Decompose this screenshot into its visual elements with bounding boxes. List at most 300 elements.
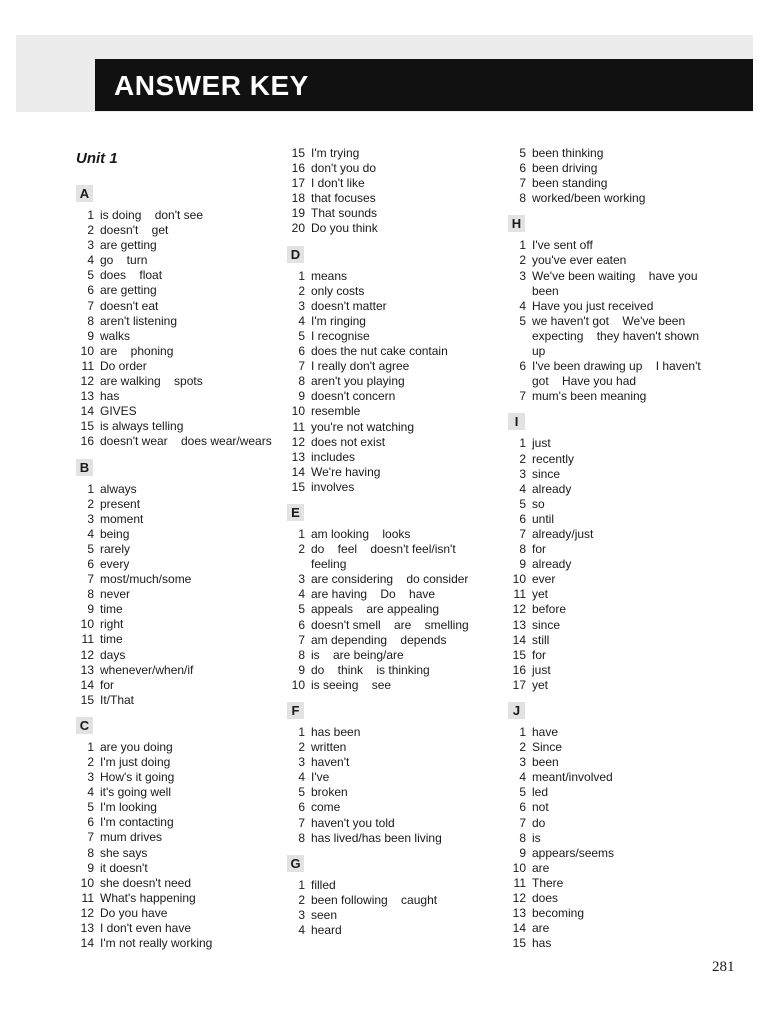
answer-number: 4: [519, 298, 526, 313]
section-label: J: [508, 702, 525, 719]
answer-text: already: [532, 557, 572, 572]
answer-text: is always telling: [100, 419, 184, 434]
answer-item: [287, 161, 497, 176]
answer-number: 2: [519, 740, 526, 755]
answer-item: [76, 542, 276, 557]
answer-item: [287, 527, 497, 542]
answer-item: [76, 632, 276, 647]
answer-item: [287, 480, 497, 495]
answer-number: 2: [298, 892, 305, 907]
exercise-section: [508, 406, 708, 693]
answer-number: 3: [519, 755, 526, 770]
answer-text: been thinking: [532, 146, 604, 160]
answer-item: [508, 269, 708, 299]
answer-item: [76, 253, 276, 268]
answer-text: does: [532, 891, 559, 906]
answer-number: 10: [80, 343, 94, 358]
answer-item: [287, 420, 497, 435]
answer-number: 7: [298, 815, 305, 830]
answer-item: [287, 893, 497, 908]
answer-text: I've sent off: [532, 238, 593, 253]
answer-number: 13: [80, 389, 94, 404]
answer-text: already: [532, 481, 572, 496]
answer-item: [76, 936, 276, 951]
answer-number: 7: [87, 298, 94, 313]
answer-text: do feel doesn't feel/isn't feeling: [311, 542, 456, 572]
answer-item: [76, 906, 276, 921]
answer-number: 1: [87, 481, 94, 496]
answer-number: 18: [291, 191, 305, 206]
answer-item: [508, 161, 708, 176]
answer-text: worked/been working: [532, 191, 646, 206]
answer-item: [76, 389, 276, 404]
answer-number: 1: [519, 725, 526, 739]
answer-number: 12: [80, 374, 94, 389]
answer-item: [76, 344, 276, 359]
answer-item: [287, 359, 497, 374]
answer-number: 6: [519, 359, 526, 374]
answer-item: [76, 512, 276, 527]
answer-number: 9: [519, 557, 526, 572]
answer-item: [508, 861, 708, 876]
answer-number: 1: [298, 877, 305, 892]
answer-text: is doing don't see: [100, 208, 204, 222]
answer-number: 5: [87, 800, 94, 815]
answer-item: [76, 755, 276, 770]
answer-item: [287, 755, 497, 770]
answer-text: We've been waiting have you been: [532, 268, 698, 298]
answer-number: 12: [80, 647, 94, 662]
answer-number: 10: [291, 677, 305, 692]
answer-number: 7: [298, 359, 305, 374]
answer-number: 13: [512, 617, 526, 632]
answer-item: [76, 740, 276, 755]
exercise-section: [76, 710, 276, 951]
answer-number: 2: [87, 223, 94, 238]
answer-item: [287, 329, 497, 344]
answer-number: 8: [519, 542, 526, 557]
answer-text: It/That: [100, 692, 135, 707]
answer-number: 16: [80, 434, 94, 449]
answer-item: [287, 572, 497, 587]
answer-item: [287, 299, 497, 314]
answer-number: 2: [87, 755, 94, 769]
answer-text: it doesn't: [100, 860, 148, 875]
answer-number: 5: [298, 328, 305, 343]
answer-number: 14: [80, 404, 94, 419]
answer-text: ever: [532, 572, 556, 587]
answer-text: been: [532, 755, 559, 770]
answer-text: are having Do have: [311, 587, 436, 602]
answer-item: [76, 283, 276, 298]
answer-item: [76, 238, 276, 253]
answer-item: [76, 314, 276, 329]
answer-number: 7: [519, 526, 526, 541]
answer-text: it's going well: [100, 785, 171, 800]
answer-text: We're having: [311, 464, 381, 479]
answer-text: I'm not really working: [100, 936, 213, 951]
section-label: C: [76, 717, 93, 734]
answer-item: [287, 374, 497, 389]
answer-text: walks: [100, 328, 131, 343]
answer-item: [287, 404, 497, 419]
answer-number: 5: [519, 496, 526, 511]
answer-text: so: [532, 496, 545, 511]
answer-item: [508, 755, 708, 770]
answer-item: [508, 921, 708, 936]
answer-item: [76, 648, 276, 663]
answer-text: has: [100, 389, 120, 404]
answer-text: right: [100, 617, 124, 632]
answer-text: Do order: [100, 358, 147, 373]
answer-number: 12: [512, 602, 526, 617]
answer-text: we haven't got We've been expecting they haven't shown up: [532, 313, 700, 359]
answer-text: are getting: [100, 283, 157, 298]
answer-item: [76, 374, 276, 389]
section-label: B: [76, 459, 93, 476]
answer-text: Do you have: [100, 905, 168, 920]
answer-number: 15: [512, 647, 526, 662]
answer-item: [76, 830, 276, 845]
answer-item: [76, 527, 276, 542]
answer-number: 12: [80, 905, 94, 920]
answer-number: 10: [291, 404, 305, 419]
answer-item: [508, 436, 708, 451]
answer-number: 3: [87, 238, 94, 253]
answer-item: [76, 223, 276, 238]
answer-text: seen: [311, 907, 338, 922]
answer-number: 6: [87, 556, 94, 571]
answer-number: 20: [291, 221, 305, 236]
answer-number: 17: [291, 176, 305, 191]
answer-number: 6: [519, 161, 526, 176]
title-bar: [95, 59, 753, 111]
answer-text: time: [100, 632, 123, 647]
answer-item: [508, 740, 708, 755]
answer-text: I recognise: [311, 328, 370, 343]
answer-number: 3: [298, 755, 305, 770]
answer-text: am looking looks: [311, 526, 411, 541]
answer-item: [508, 191, 708, 206]
exercise-section: [508, 208, 708, 404]
answer-item: [508, 359, 708, 389]
answer-item: [287, 725, 497, 740]
answer-item: [76, 663, 276, 678]
answer-text: every: [100, 556, 130, 571]
answer-item: [76, 497, 276, 512]
answer-number: 2: [298, 283, 305, 298]
answer-text: That sounds: [311, 206, 378, 221]
answer-number: 11: [81, 632, 94, 647]
answer-text: has been: [311, 725, 361, 739]
answer-item: [76, 891, 276, 906]
answer-text: recently: [532, 451, 575, 466]
answer-number: 15: [291, 146, 305, 160]
answer-text: I really don't agree: [311, 359, 410, 374]
answer-item: [76, 329, 276, 344]
answer-item: [287, 450, 497, 465]
answer-text: I don't like: [311, 176, 365, 191]
answer-number: 1: [298, 725, 305, 739]
answer-text: come: [311, 800, 341, 815]
answer-number: 13: [291, 449, 305, 464]
answer-item: [76, 557, 276, 572]
answer-number: 3: [298, 572, 305, 587]
answer-item: [76, 861, 276, 876]
answer-text: just: [532, 436, 551, 451]
answer-item: [76, 815, 276, 830]
answer-number: 10: [512, 860, 526, 875]
answer-item: [76, 617, 276, 632]
answer-text: does float: [100, 268, 163, 283]
answer-text: that focuses: [311, 191, 376, 206]
answer-text: is: [532, 830, 541, 845]
answer-text: since: [532, 466, 561, 481]
answer-item: [508, 572, 708, 587]
answer-text: for: [532, 647, 547, 662]
answer-number: 4: [87, 253, 94, 268]
answer-number: 6: [87, 283, 94, 298]
answer-item: [508, 846, 708, 861]
answer-item: [287, 878, 497, 893]
answer-text: filled: [311, 877, 336, 892]
answer-number: 2: [519, 451, 526, 466]
answer-item: [287, 389, 497, 404]
answer-number: 2: [298, 542, 305, 557]
answer-text: haven't: [311, 755, 350, 770]
answer-number: 11: [81, 890, 94, 905]
answer-number: 14: [80, 936, 94, 951]
answer-text: resemble: [311, 404, 361, 419]
answer-item: [76, 770, 276, 785]
answer-item: [76, 419, 276, 434]
answer-number: 5: [519, 146, 526, 160]
answer-item: [76, 876, 276, 891]
answer-item: [76, 434, 276, 449]
answer-text: are you doing: [100, 739, 173, 754]
answer-text: until: [532, 511, 555, 526]
answer-number: 6: [519, 800, 526, 815]
exercise-section: [287, 146, 497, 237]
answer-item: [287, 176, 497, 191]
answer-item: [76, 359, 276, 374]
page-title: ANSWER KEY: [114, 70, 309, 101]
answer-text: she says: [100, 845, 148, 860]
answer-text: rarely: [100, 541, 131, 556]
answer-number: 7: [87, 572, 94, 587]
answer-number: 15: [80, 692, 94, 707]
answer-item: [287, 770, 497, 785]
answer-text: doesn't concern: [311, 389, 396, 404]
answer-text: written: [311, 740, 347, 755]
answer-item: [76, 846, 276, 861]
answer-text: is are being/are: [311, 647, 404, 662]
answer-text: mum's been meaning: [532, 389, 647, 404]
answer-number: 17: [512, 677, 526, 692]
answer-item: [508, 527, 708, 542]
answer-number: 12: [291, 434, 305, 449]
answer-number: 3: [298, 907, 305, 922]
answer-number: 8: [298, 647, 305, 662]
answer-text: still: [532, 632, 550, 647]
answer-number: 7: [298, 632, 305, 647]
answer-text: most/much/some: [100, 572, 192, 587]
answer-item: [508, 299, 708, 314]
answer-number: 6: [298, 800, 305, 815]
answer-number: 15: [512, 936, 526, 951]
answer-item: [287, 206, 497, 221]
answer-number: 14: [512, 632, 526, 647]
answer-text: I've been drawing up I haven't got Have you had: [532, 359, 701, 389]
answer-number: 19: [291, 206, 305, 221]
section-label: F: [287, 702, 304, 719]
answer-text: I'm looking: [100, 800, 157, 815]
answer-item: [287, 314, 497, 329]
answer-item: [287, 284, 497, 299]
answer-item: [508, 891, 708, 906]
answer-number: 7: [519, 389, 526, 404]
answer-item: [287, 663, 497, 678]
answer-item: [76, 404, 276, 419]
answer-text: since: [532, 617, 561, 632]
answer-text: always: [100, 481, 137, 496]
answer-number: 4: [298, 770, 305, 785]
answer-text: has lived/has been living: [311, 830, 442, 845]
answer-text: before: [532, 602, 567, 617]
answer-item: [508, 678, 708, 693]
answer-number: 9: [519, 845, 526, 860]
answer-text: I'm contacting: [100, 815, 174, 830]
answer-item: [287, 191, 497, 206]
answer-text: includes: [311, 449, 356, 464]
answer-text: you've ever eaten: [532, 253, 627, 268]
answer-number: 1: [519, 238, 526, 253]
answer-item: [508, 253, 708, 268]
answer-number: 15: [291, 479, 305, 494]
answer-item: [508, 725, 708, 740]
section-label: A: [76, 185, 93, 202]
answer-item: [508, 770, 708, 785]
answer-text: have: [532, 725, 559, 739]
answer-item: [287, 602, 497, 617]
answer-item: [287, 221, 497, 236]
answer-number: 3: [519, 466, 526, 481]
answer-text: doesn't eat: [100, 298, 159, 313]
answer-text: heard: [311, 923, 342, 938]
answer-text: for: [100, 677, 115, 692]
answer-number: 1: [519, 436, 526, 451]
answer-number: 5: [519, 313, 526, 328]
answer-item: [76, 693, 276, 708]
answer-text: she doesn't need: [100, 875, 192, 890]
answer-text: doesn't smell are smelling: [311, 617, 469, 632]
answer-number: 9: [298, 389, 305, 404]
answer-number: 4: [519, 481, 526, 496]
column-1: [76, 146, 276, 953]
answer-number: 2: [87, 496, 94, 511]
answer-text: just: [532, 662, 551, 677]
exercise-section: [76, 178, 276, 450]
answer-number: 5: [298, 602, 305, 617]
answer-text: What's happening: [100, 890, 196, 905]
answer-item: [508, 146, 708, 161]
answer-item: [287, 587, 497, 602]
answer-number: 5: [87, 541, 94, 556]
answer-item: [76, 800, 276, 815]
section-label: I: [508, 413, 525, 430]
exercise-section: [287, 848, 497, 938]
answer-item: [508, 816, 708, 831]
answer-text: never: [100, 587, 131, 602]
answer-number: 1: [298, 268, 305, 283]
answer-number: 16: [512, 662, 526, 677]
page-number: 281: [712, 959, 735, 975]
answer-number: 11: [81, 358, 94, 373]
answer-item: [508, 512, 708, 527]
answer-number: 15: [80, 419, 94, 434]
answer-text: only costs: [311, 283, 365, 298]
answer-number: 13: [80, 921, 94, 936]
answer-text: meant/involved: [532, 770, 613, 785]
answer-item: [287, 269, 497, 284]
answer-text: go turn: [100, 253, 148, 268]
answer-item: [508, 831, 708, 846]
answer-number: 14: [291, 464, 305, 479]
answer-item: [76, 572, 276, 587]
answer-number: 5: [298, 785, 305, 800]
answer-item: [508, 602, 708, 617]
answer-item: [287, 648, 497, 663]
exercise-section: [508, 146, 708, 206]
answer-number: 3: [87, 511, 94, 526]
answer-text: appeals are appealing: [311, 602, 440, 617]
answer-number: 10: [512, 572, 526, 587]
answer-text: broken: [311, 785, 348, 800]
answer-number: 8: [87, 587, 94, 602]
answer-text: led: [532, 785, 549, 800]
answer-text: I don't even have: [100, 921, 192, 936]
answer-number: 12: [512, 891, 526, 906]
answer-text: aren't you playing: [311, 374, 405, 389]
answer-number: 6: [298, 344, 305, 359]
answer-number: 8: [87, 313, 94, 328]
section-label: H: [508, 215, 525, 232]
answer-item: [508, 482, 708, 497]
answer-number: 13: [80, 662, 94, 677]
answer-number: 2: [298, 740, 305, 755]
answer-item: [508, 176, 708, 191]
answer-text: There: [532, 875, 564, 890]
answer-text: I'm just doing: [100, 755, 171, 769]
section-label: D: [287, 246, 304, 263]
answer-number: 3: [519, 268, 526, 283]
answer-number: 11: [513, 587, 526, 602]
answer-number: 4: [519, 770, 526, 785]
answer-text: does not exist: [311, 434, 386, 449]
answer-number: 5: [87, 268, 94, 283]
answer-item: [508, 785, 708, 800]
column-2: [287, 146, 497, 940]
answer-text: being: [100, 526, 130, 541]
answer-number: 8: [519, 191, 526, 206]
answer-text: already/just: [532, 526, 594, 541]
answer-text: doesn't wear does wear/wears: [100, 434, 272, 449]
answer-text: aren't listening: [100, 313, 178, 328]
answer-number: 3: [298, 298, 305, 313]
answer-text: yet: [532, 587, 549, 602]
answer-number: 13: [512, 906, 526, 921]
answer-text: yet: [532, 677, 549, 692]
